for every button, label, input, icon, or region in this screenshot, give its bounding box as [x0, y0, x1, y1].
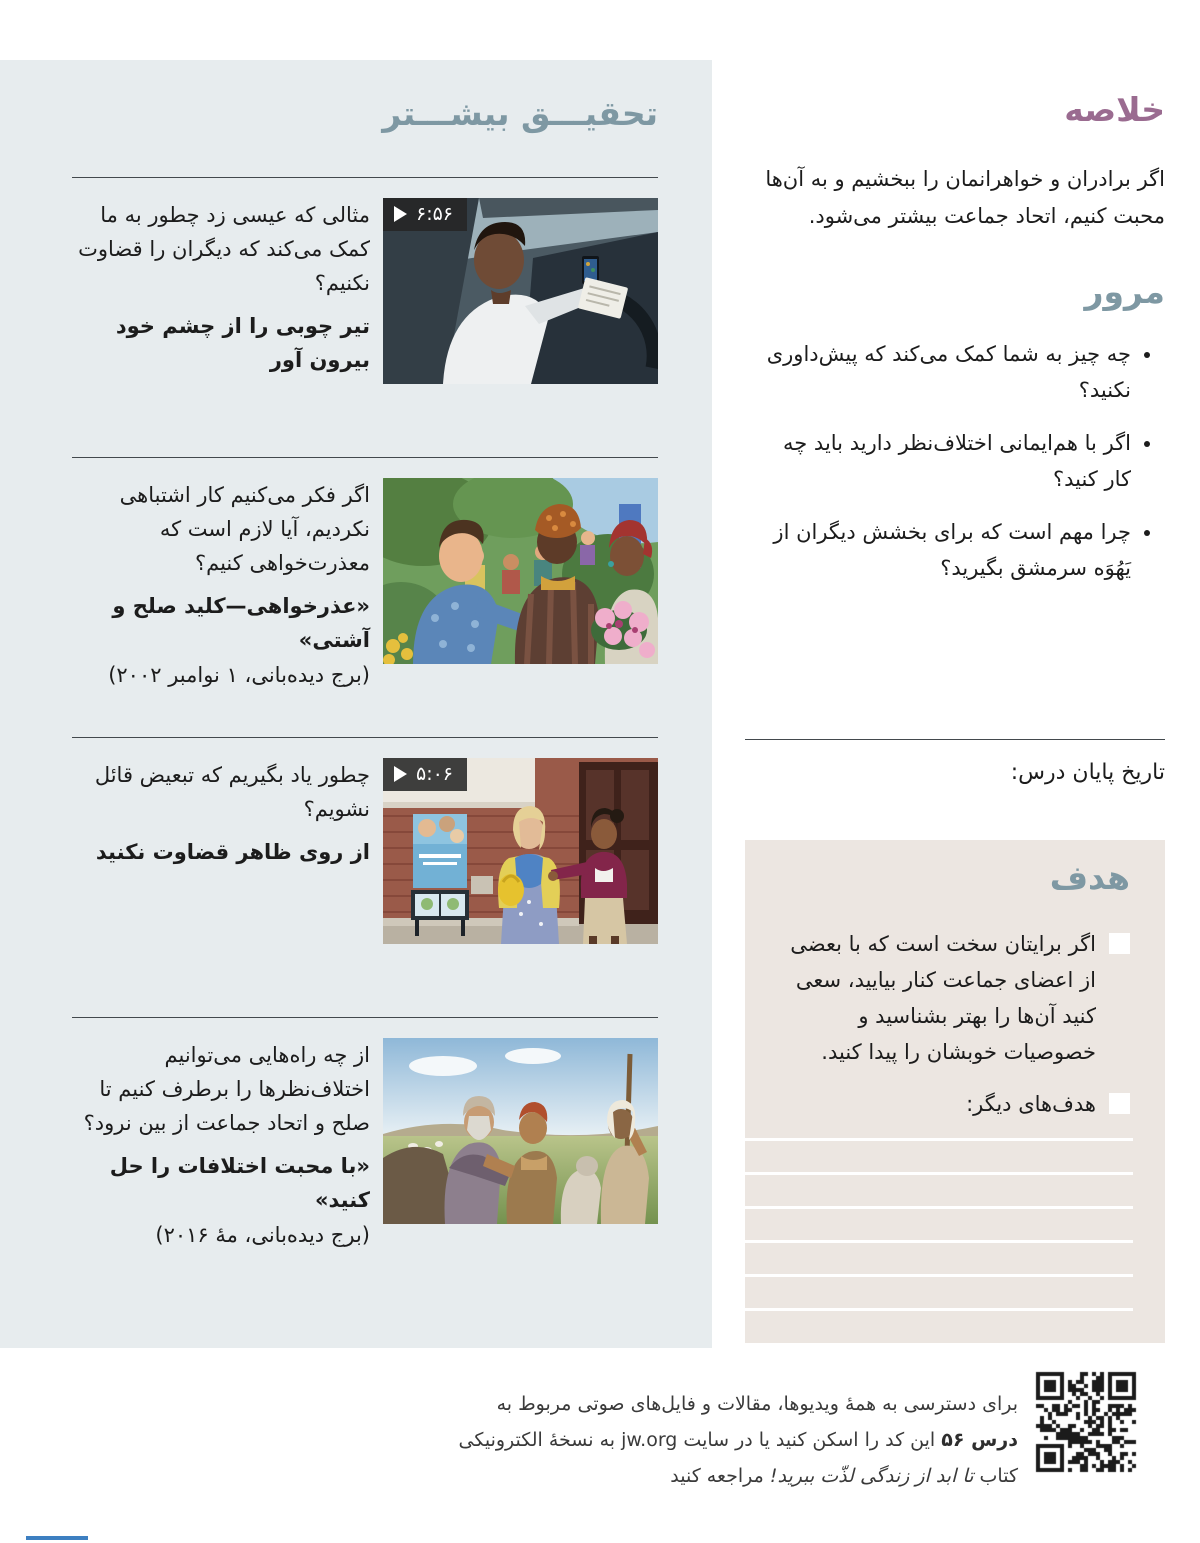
review-question: • چه چیز به شما کمک می‌کند که پیش‌داوری نکنید؟ — [753, 336, 1131, 408]
play-icon — [394, 766, 407, 782]
goal-item-text: هدف‌های دیگر: — [966, 1092, 1096, 1116]
review-question: • اگر با هم‌ایمانی اختلاف‌نظر دارید باید چه کار کنید؟ — [753, 425, 1131, 497]
research-citation: (برج دیده‌بانی، مهٔ ۲۰۱۶) — [155, 1223, 370, 1247]
goal-checkbox[interactable] — [1109, 1093, 1130, 1114]
video-duration: ۵:۰۶ — [416, 763, 454, 785]
writing-line[interactable] — [745, 1138, 1133, 1141]
biblical-scene-illustration — [383, 1038, 658, 1224]
video-duration-badge — [383, 758, 467, 791]
goal-item-text: اگر برایتان سخت است که با بعضی از اعضای جماعت کنار بیایید، سعی کنید آن‌ها را بهتر بشناسید و خصوصیات خوبشان را پیدا کنید. — [790, 932, 1096, 1064]
footer-note — [432, 1386, 1018, 1494]
qr-code — [1032, 1368, 1140, 1476]
research-question: مثالی که عیسی زد چطور به ما کمک می‌کند که دیگران را قضاوت نکنیم؟ — [78, 203, 370, 295]
summary-column — [745, 60, 1165, 1543]
lesson-number: درس ۵۶ — [941, 1429, 1018, 1451]
gathering-scene-illustration — [383, 478, 658, 664]
footer-line-1: برای دسترسی به همهٔ ویدیوها، مقالات و فایل‌های صوتی مربوط به — [496, 1393, 1018, 1415]
video-thumbnail-man-in-car[interactable] — [383, 198, 658, 384]
review-heading: مرور — [1084, 272, 1165, 311]
goal-checkbox[interactable] — [1109, 933, 1130, 954]
article-thumbnail-biblical-scene[interactable] — [383, 1038, 658, 1224]
jw-org-url: jw.org — [621, 1429, 678, 1451]
research-question: از چه راه‌هایی می‌توانیم اختلاف‌نظرها را برطرف کنیم تا صلح و اتحاد جماعت از بین نرود؟ — [83, 1043, 370, 1135]
summary-text: اگر برادران و خواهرانمان را ببخشیم و به آن‌ها محبت کنیم، اتحاد جماعت بیشتر می‌شود. — [765, 167, 1165, 228]
research-title: تیر چوبی را از چشم خود بیرون آور — [115, 314, 370, 372]
research-title: از روی ظاهر قضاوت نکنید — [95, 840, 370, 864]
book-title: تا ابد از زندگی لذّت ببرید! — [769, 1465, 974, 1487]
divider — [745, 739, 1165, 740]
research-item-1 — [72, 177, 658, 457]
further-research-heading: تحقیـــق بیشـــتر — [382, 94, 658, 133]
writing-line[interactable] — [745, 1274, 1133, 1277]
research-question: چطور یاد بگیریم که تبعیض قائل نشویم؟ — [94, 763, 370, 821]
goal-writing-area — [745, 1138, 1165, 1342]
goal-heading: هدف — [1049, 858, 1130, 897]
research-title: «با محبت اختلافات را حل کنید» — [109, 1154, 370, 1212]
writing-line[interactable] — [745, 1172, 1133, 1175]
review-questions — [753, 336, 1157, 603]
reading-progress-bar — [26, 1536, 88, 1540]
article-thumbnail-gathering[interactable] — [383, 478, 658, 664]
research-item-2 — [72, 457, 658, 737]
writing-line[interactable] — [745, 1308, 1133, 1311]
play-icon — [394, 206, 407, 222]
goal-item-2 — [778, 1086, 1130, 1122]
research-title: «عذرخواهی—کلید صلح و آشتی» — [112, 594, 370, 652]
research-item-4 — [72, 1017, 658, 1252]
research-citation: (برج دیده‌بانی، ۱ نوامبر ۲۰۰۲) — [108, 663, 370, 687]
summary-heading: خلاصه — [1064, 90, 1165, 129]
review-question: • چرا مهم است که برای بخشش دیگران از یَهُوَه سرمشق بگیرید؟ — [753, 514, 1131, 586]
writing-line[interactable] — [745, 1206, 1133, 1209]
footer-line-3: کتاب تا ابد از زندگی لذّت ببرید! مراجعه کنید — [670, 1465, 1018, 1487]
goal-box — [745, 840, 1165, 1343]
video-thumbnail-two-women[interactable] — [383, 758, 658, 944]
goal-item-1 — [778, 926, 1130, 1070]
further-research-panel — [0, 60, 712, 1348]
completion-date-label[interactable]: تاریخ پایان درس: — [1010, 760, 1165, 785]
footer-line-2: درس ۵۶ این کد را اسکن کنید یا در سایت jw.org به نسخهٔ الکترونیکی — [458, 1429, 1018, 1451]
writing-line[interactable] — [745, 1240, 1133, 1243]
video-duration: ۶:۵۶ — [416, 203, 454, 225]
video-duration-badge — [383, 198, 467, 231]
research-item-3 — [72, 737, 658, 1017]
research-question: اگر فکر می‌کنیم کار اشتباهی نکردیم، آیا لازم است که معذرت‌خواهی کنیم؟ — [119, 483, 370, 575]
